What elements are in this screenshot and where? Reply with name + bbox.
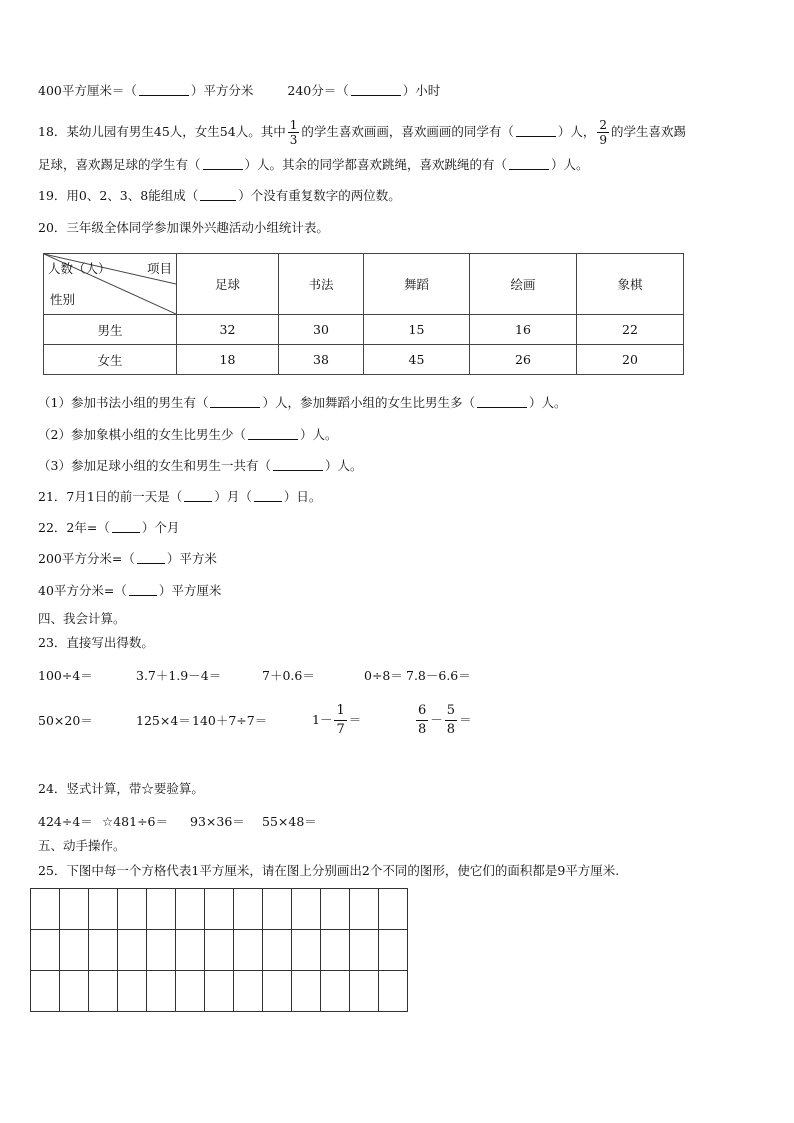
text: ）个没有重复数字的两位数。 [238,188,401,203]
calc-item: 93×36＝ [190,814,245,829]
text: ）个月 [141,520,180,535]
text: 22．2年=（ [38,520,110,535]
grid-cell[interactable] [205,889,234,930]
calc-item: 0÷8＝ [364,668,403,683]
text: ）人。 [551,157,589,172]
text: （3）参加足球小组的女生和男生一共有（ [38,458,271,473]
grid-cell[interactable] [263,889,292,930]
grid-cell[interactable] [176,930,205,971]
answer-blank[interactable] [139,83,189,96]
header-item-label: 项目 [146,261,172,276]
calc-item: 140＋7÷7＝ [192,713,268,728]
grid-cell[interactable] [176,889,205,930]
question-19 [38,187,401,205]
grid-cell[interactable] [379,971,408,1012]
text: ＝ [348,712,362,727]
calc-item: 3.7＋1.9－4＝ [136,668,222,683]
column-header: 象棋 [577,254,684,315]
calc-item: 424÷4＝ [38,814,93,829]
text: 21．7月1日的前一天是（ [38,489,183,504]
text: 18．某幼儿园有男生45人，女生54人。其中 [38,124,286,139]
text: 的学生喜欢画画，喜欢画画的同学有（ [301,124,514,139]
grid-cell[interactable] [321,930,350,971]
grid-cell[interactable] [379,930,408,971]
question-22-line-2 [38,550,217,568]
text: ）日。 [283,489,322,504]
text: ）人。其余的同学都喜欢跳绳，喜欢跳绳的有（ [244,157,508,172]
answer-blank[interactable] [210,395,260,408]
section-4-heading: 四、我会计算。 [38,611,126,626]
row-label: 女生 [44,345,177,375]
answer-blank[interactable] [509,157,549,170]
denominator: 7 [336,722,345,737]
numerator: 1 [289,118,298,132]
grid-cell[interactable] [60,971,89,1012]
grid-cell[interactable] [89,889,118,930]
text: ）小时 [402,83,441,98]
table-cell: 38 [279,345,364,375]
question-22 [38,519,179,537]
answer-blank[interactable] [273,458,323,471]
question-20-part-3 [38,457,362,475]
denominator: 3 [289,133,298,147]
grid-row [31,930,408,971]
drawing-grid[interactable] [30,888,408,1012]
text: ）人。 [528,395,567,410]
denominator: 9 [599,133,608,147]
grid-cell[interactable] [31,889,60,930]
numerator: 1 [334,702,346,721]
text: 19．用0、2、3、8能组成（ [38,188,199,203]
row-label: 男生 [44,315,177,345]
header-gender-label: 性别 [50,292,76,307]
column-header: 足球 [177,254,279,315]
grid-cell[interactable] [205,971,234,1012]
header-count-label: 人数（人） [48,261,111,276]
answer-blank[interactable] [203,157,243,170]
question-18-line-2 [38,156,589,174]
grid-cell[interactable] [31,971,60,1012]
numerator: 2 [599,118,608,132]
grid-cell[interactable] [350,930,379,971]
text: ）人， [557,124,596,139]
question-24-title: 24．竖式计算，带☆要验算。 [38,781,204,796]
grid-cell[interactable] [350,971,379,1012]
table-cell: 26 [470,345,577,375]
answer-blank[interactable] [248,427,298,440]
grid-cell[interactable] [60,889,89,930]
table-cell: 18 [177,345,279,375]
question-25-title: 25．下图中每一个方格代表1平方厘米，请在图上分别画出2个不同的图形，使它们的面积都是9平方厘米. [38,863,620,878]
question-23-title: 23．直接写出得数。 [38,635,154,650]
text: － [430,712,443,727]
text: ）月（ [214,489,252,504]
grid-cell[interactable] [234,971,263,1012]
grid-cell[interactable] [118,930,147,971]
grid-cell[interactable] [234,889,263,930]
text: ）人。 [299,427,338,442]
fraction-two-ninths [597,118,609,147]
text: ）平方分米 [190,83,254,98]
table-cell: 16 [470,315,577,345]
answer-blank[interactable] [129,583,157,596]
grid-cell[interactable] [321,889,350,930]
grid-cell[interactable] [292,930,321,971]
calc-item: 7.8－6.6＝ [406,668,471,683]
grid-cell[interactable] [89,930,118,971]
text: ）人。 [324,458,363,473]
column-header: 书法 [279,254,364,315]
grid-cell[interactable] [292,971,321,1012]
grid-cell[interactable] [234,930,263,971]
text: 240分＝（ [287,83,349,98]
grid-cell[interactable] [176,971,205,1012]
column-header: 绘画 [470,254,577,315]
grid-cell[interactable] [263,930,292,971]
text: ）平方米 [166,551,217,566]
denominator: 8 [418,722,427,737]
grid-cell[interactable] [321,971,350,1012]
text: 400平方厘米＝（ [38,83,137,98]
grid-row [31,971,408,1012]
grid-cell[interactable] [205,930,234,971]
answer-blank[interactable] [200,188,236,201]
unit-conversion-line [38,82,440,100]
fraction-one-seventh [334,702,346,739]
fraction-one-third [288,118,300,147]
denominator: 8 [446,722,456,737]
calc-item: 100÷4＝ [38,668,93,683]
text: 200平方分米=（ [38,551,135,566]
grid-cell[interactable] [31,930,60,971]
table-cell: 22 [577,315,684,345]
table-row [44,315,684,345]
grid-cell[interactable] [263,971,292,1012]
calc-item: 125×4＝ [136,713,191,728]
text: 40平方分米=（ [38,583,127,598]
calc-item: 50×20＝ [38,713,93,728]
text: 足球，喜欢踢足球的学生有（ [38,157,201,172]
table-row [44,345,684,375]
calc-item: 7＋0.6＝ [262,668,315,683]
table-header-row [44,254,684,315]
calc-item-fraction [414,702,472,739]
table-cell: 32 [177,315,279,345]
text: （1）参加书法小组的男生有（ [38,395,209,410]
grid-cell[interactable] [89,971,118,1012]
answer-blank[interactable] [254,489,282,502]
section-5-heading: 五、动手操作。 [38,838,126,853]
grid-row [31,889,408,930]
text: ）平方厘米 [158,583,222,598]
fraction-six-eighths [416,702,428,739]
question-20-title: 20．三年级全体同学参加课外兴趣活动小组统计表。 [38,220,329,235]
calc-item: ☆481÷6＝ [102,814,168,829]
question-21 [38,488,321,506]
grid-cell[interactable] [379,889,408,930]
grid-cell[interactable] [118,889,147,930]
numerator: 5 [445,702,457,721]
calc-item: 55×48＝ [262,814,317,829]
answer-blank[interactable] [184,489,212,502]
answer-blank[interactable] [112,520,140,533]
table-cell: 45 [364,345,470,375]
question-22-line-3 [38,582,221,600]
table-cell: 15 [364,315,470,345]
grid-cell[interactable] [350,889,379,930]
question-18-line-1 [38,118,686,147]
numerator: 6 [416,702,428,721]
grid-cell[interactable] [147,971,176,1012]
answer-blank[interactable] [516,124,556,137]
text: ）人，参加舞蹈小组的女生比男生多（ [262,395,475,410]
grid-cell[interactable] [60,930,89,971]
fraction-five-eighths [445,702,457,739]
text: （2）参加象棋小组的女生比男生少（ [38,427,246,442]
activity-statistics-table [43,253,684,375]
text: ＝ [459,712,472,727]
question-20-part-2 [38,426,337,444]
calc-item-fraction [312,702,361,739]
column-header: 舞蹈 [364,254,470,315]
text: 1－ [312,712,333,727]
table-cell: 30 [279,315,364,345]
grid-cell[interactable] [118,971,147,1012]
diagonal-header-cell [44,254,177,315]
answer-blank[interactable] [477,395,527,408]
question-20-part-1 [38,394,567,412]
grid-cell[interactable] [147,930,176,971]
grid-cell[interactable] [292,889,321,930]
answer-blank[interactable] [351,83,401,96]
answer-blank[interactable] [137,551,165,564]
text: 的学生喜欢踢 [611,124,687,139]
grid-cell[interactable] [147,889,176,930]
table-cell: 20 [577,345,684,375]
